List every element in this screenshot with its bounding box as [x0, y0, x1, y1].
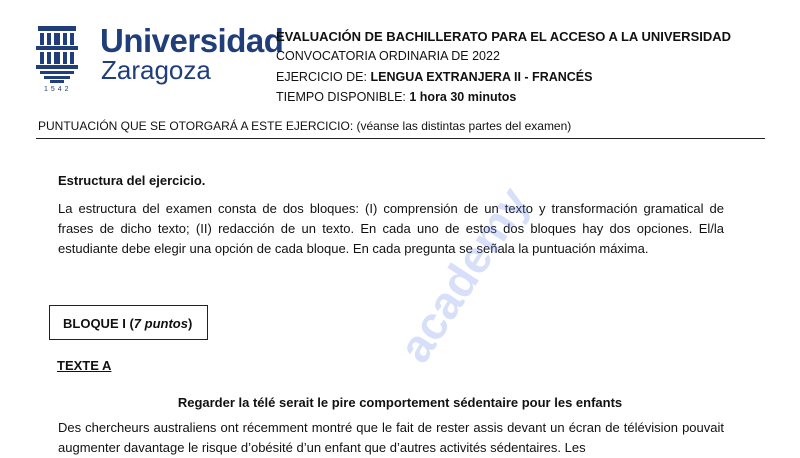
university-name: Universidad: [100, 22, 284, 59]
university-city: Zaragoza: [101, 55, 211, 85]
crest-year: 1542: [44, 86, 72, 93]
ejercicio-value: LENGUA EXTRANJERA II - FRANCÉS: [370, 70, 593, 84]
structure-title: Estructura del ejercicio.: [58, 173, 206, 188]
watermark: academy: [388, 177, 540, 372]
tiempo-label: TIEMPO DISPONIBLE:: [276, 90, 410, 104]
ejercicio-label: EJERCICIO DE:: [276, 70, 371, 84]
structure-text: La estructura del examen consta de dos bloques: (I) comprensión de un texto y transformación gramatical de frases de dicho texto; (II) redacción de un texto. En cada uno de estos dos bloques hay dos opciones. El/la estudiante debe elegir una opción de cada bloque. En cada pregunta se señala la puntuación máxima.: [58, 201, 724, 256]
bloque-suffix: ): [187, 316, 193, 331]
ejercicio-line: [276, 70, 592, 84]
puntuacion-line: PUNTUACIÓN QUE SE OTORGARÁ A ESTE EJERCICIO: (véanse las distintas partes del examen): [38, 119, 572, 133]
bloque-points: 7 puntos: [133, 316, 188, 331]
university-crest-icon: [34, 24, 80, 84]
article-text: Des chercheurs australiens ont récemment montré que le fait de rester assis devant un écran de télévision pouvait augmenter davantage le risque d’obésité d’un enfant que d’autres activités sédentaires. Les: [58, 420, 724, 455]
tiempo-line: [276, 90, 516, 104]
tiempo-value: 1 hora 30 minutos: [409, 90, 517, 104]
university-logo: [34, 22, 284, 104]
bloque-box: [49, 305, 208, 340]
bloque-label: [63, 316, 192, 331]
texte-label: TEXTE A: [57, 358, 112, 373]
article-title: Regarder la télé serait le pire comportement sédentaire pour les enfants: [177, 395, 623, 410]
exam-title: EVALUACIÓN DE BACHILLERATO PARA EL ACCESO A LA UNIVERSIDAD: [276, 29, 732, 44]
convocatoria: CONVOCATORIA ORDINARIA DE 2022: [276, 49, 500, 63]
header-divider: [36, 138, 765, 139]
bloque-prefix: BLOQUE I (: [63, 316, 134, 331]
